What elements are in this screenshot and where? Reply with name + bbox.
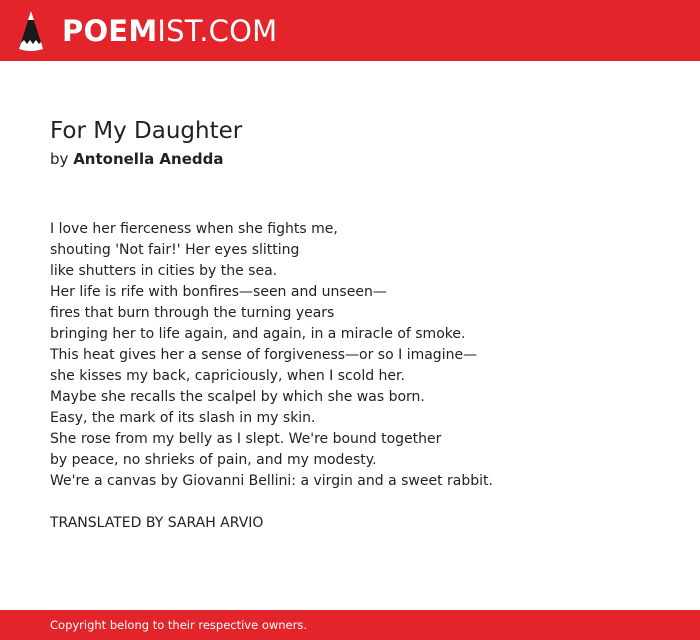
poem-line: She rose from my belly as I slept. We're bound together bbox=[50, 431, 442, 447]
poem-line: like shutters in cities by the sea. bbox=[50, 263, 278, 279]
poem-line: I love her fierceness when she fights me, bbox=[50, 221, 338, 237]
poem-line: We're a canvas by Giovanni Bellini: a virgin and a sweet rabbit. bbox=[50, 473, 493, 489]
poem-title: For My Daughter bbox=[50, 118, 243, 144]
poem-line: bringing her to life again, and again, in a miracle of smoke. bbox=[50, 326, 466, 342]
poem-line: by peace, no shrieks of pain, and my modesty. bbox=[50, 452, 377, 468]
pencil-tip-icon bbox=[18, 10, 44, 52]
poem-body bbox=[50, 219, 493, 492]
logo-wordmark-light: IST.COM bbox=[157, 14, 278, 48]
poem-line: she kisses my back, capriciously, when I scold her. bbox=[50, 368, 405, 384]
poem-line: Easy, the mark of its slash in my skin. bbox=[50, 410, 316, 426]
site-footer bbox=[0, 610, 700, 640]
logo-wordmark bbox=[62, 12, 277, 50]
poem-line: This heat gives her a sense of forgiveness—or so I imagine— bbox=[50, 347, 478, 363]
author-link[interactable]: Antonella Anedda bbox=[73, 150, 224, 168]
byline-prefix: by bbox=[50, 150, 69, 168]
logo-wordmark-bold: POEM bbox=[62, 14, 158, 48]
copyright-notice: Copyright belong to their respective owners. bbox=[50, 618, 308, 632]
translator-credit: TRANSLATED BY SARAH ARVIO bbox=[50, 515, 264, 531]
poem-line: shouting 'Not fair!' Her eyes slitting bbox=[50, 242, 300, 258]
poem-line: Her life is rife with bonfires—seen and unseen— bbox=[50, 284, 387, 300]
site-header bbox=[0, 0, 700, 61]
poem-line: Maybe she recalls the scalpel by which she was born. bbox=[50, 389, 425, 405]
poem-line: fires that burn through the turning years bbox=[50, 305, 335, 321]
byline bbox=[50, 148, 224, 170]
